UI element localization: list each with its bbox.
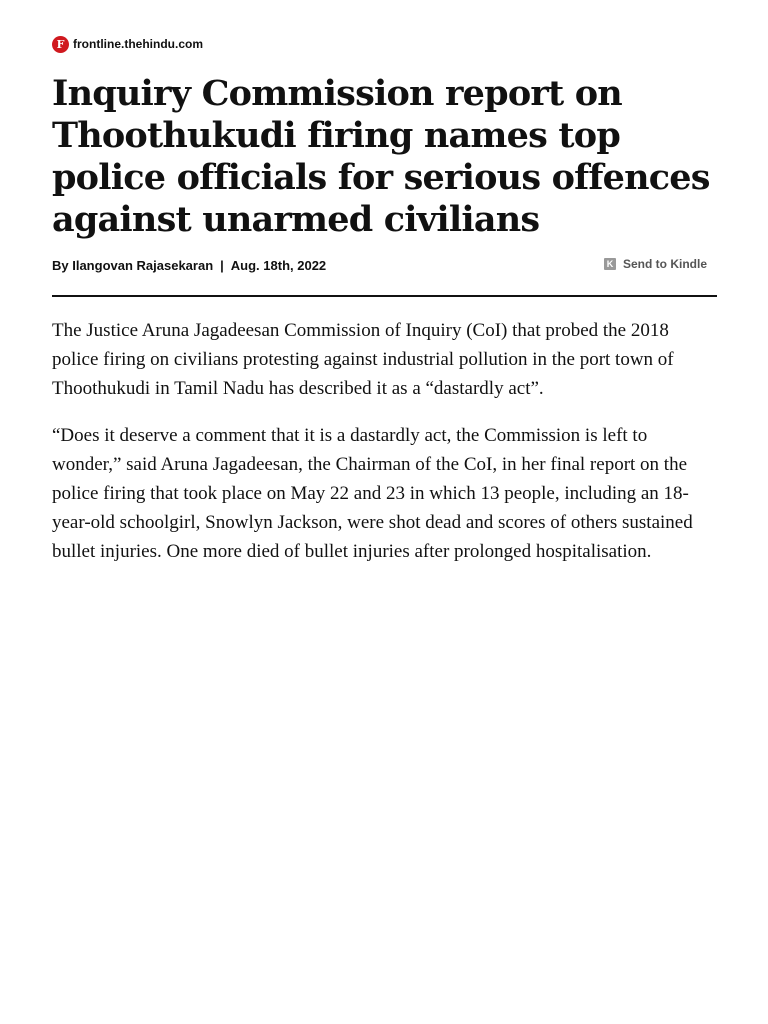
meta-separator: |	[220, 257, 224, 273]
publish-date: Aug. 18th, 2022	[230, 257, 327, 273]
frontline-logo-icon: F	[52, 36, 69, 53]
kindle-icon: K	[604, 258, 616, 270]
article-meta	[52, 256, 717, 274]
article-paragraph: The Justice Aruna Jagadeesan Commission of Inquiry (CoI) that probed the 2018 police firing on civilians protesting against industrial pollution in the port town of Thoothukudi in Tamil Nadu has described it as a “dastardly act”.	[52, 320, 674, 399]
article-body	[52, 316, 717, 584]
header-divider	[52, 295, 717, 297]
article-paragraph: “Does it deserve a comment that it is a dastardly act, the Commission is left to wonder,” said Aruna Jagadeesan, the Chairman of the CoI, in her final report on the police firing that took place on May 22 and 23 in which 13 people, including an 18-year-old schoolgirl, Snowlyn Jackson, were shot dead and scores of others sustained bullet injuries. One more died of bullet injuries after prolonged hospitalisation.	[52, 425, 693, 562]
send-to-kindle-button[interactable]	[604, 257, 707, 271]
byline: By Ilangovan Rajasekaran	[52, 257, 214, 273]
article-headline: Inquiry Commission report on Thoothukudi firing names top police officials for serious offences against unarmed civilians	[52, 73, 710, 240]
source-row[interactable]	[52, 35, 203, 53]
send-to-kindle-label: Send to Kindle	[623, 257, 707, 271]
source-domain[interactable]: frontline.thehindu.com	[73, 37, 203, 51]
